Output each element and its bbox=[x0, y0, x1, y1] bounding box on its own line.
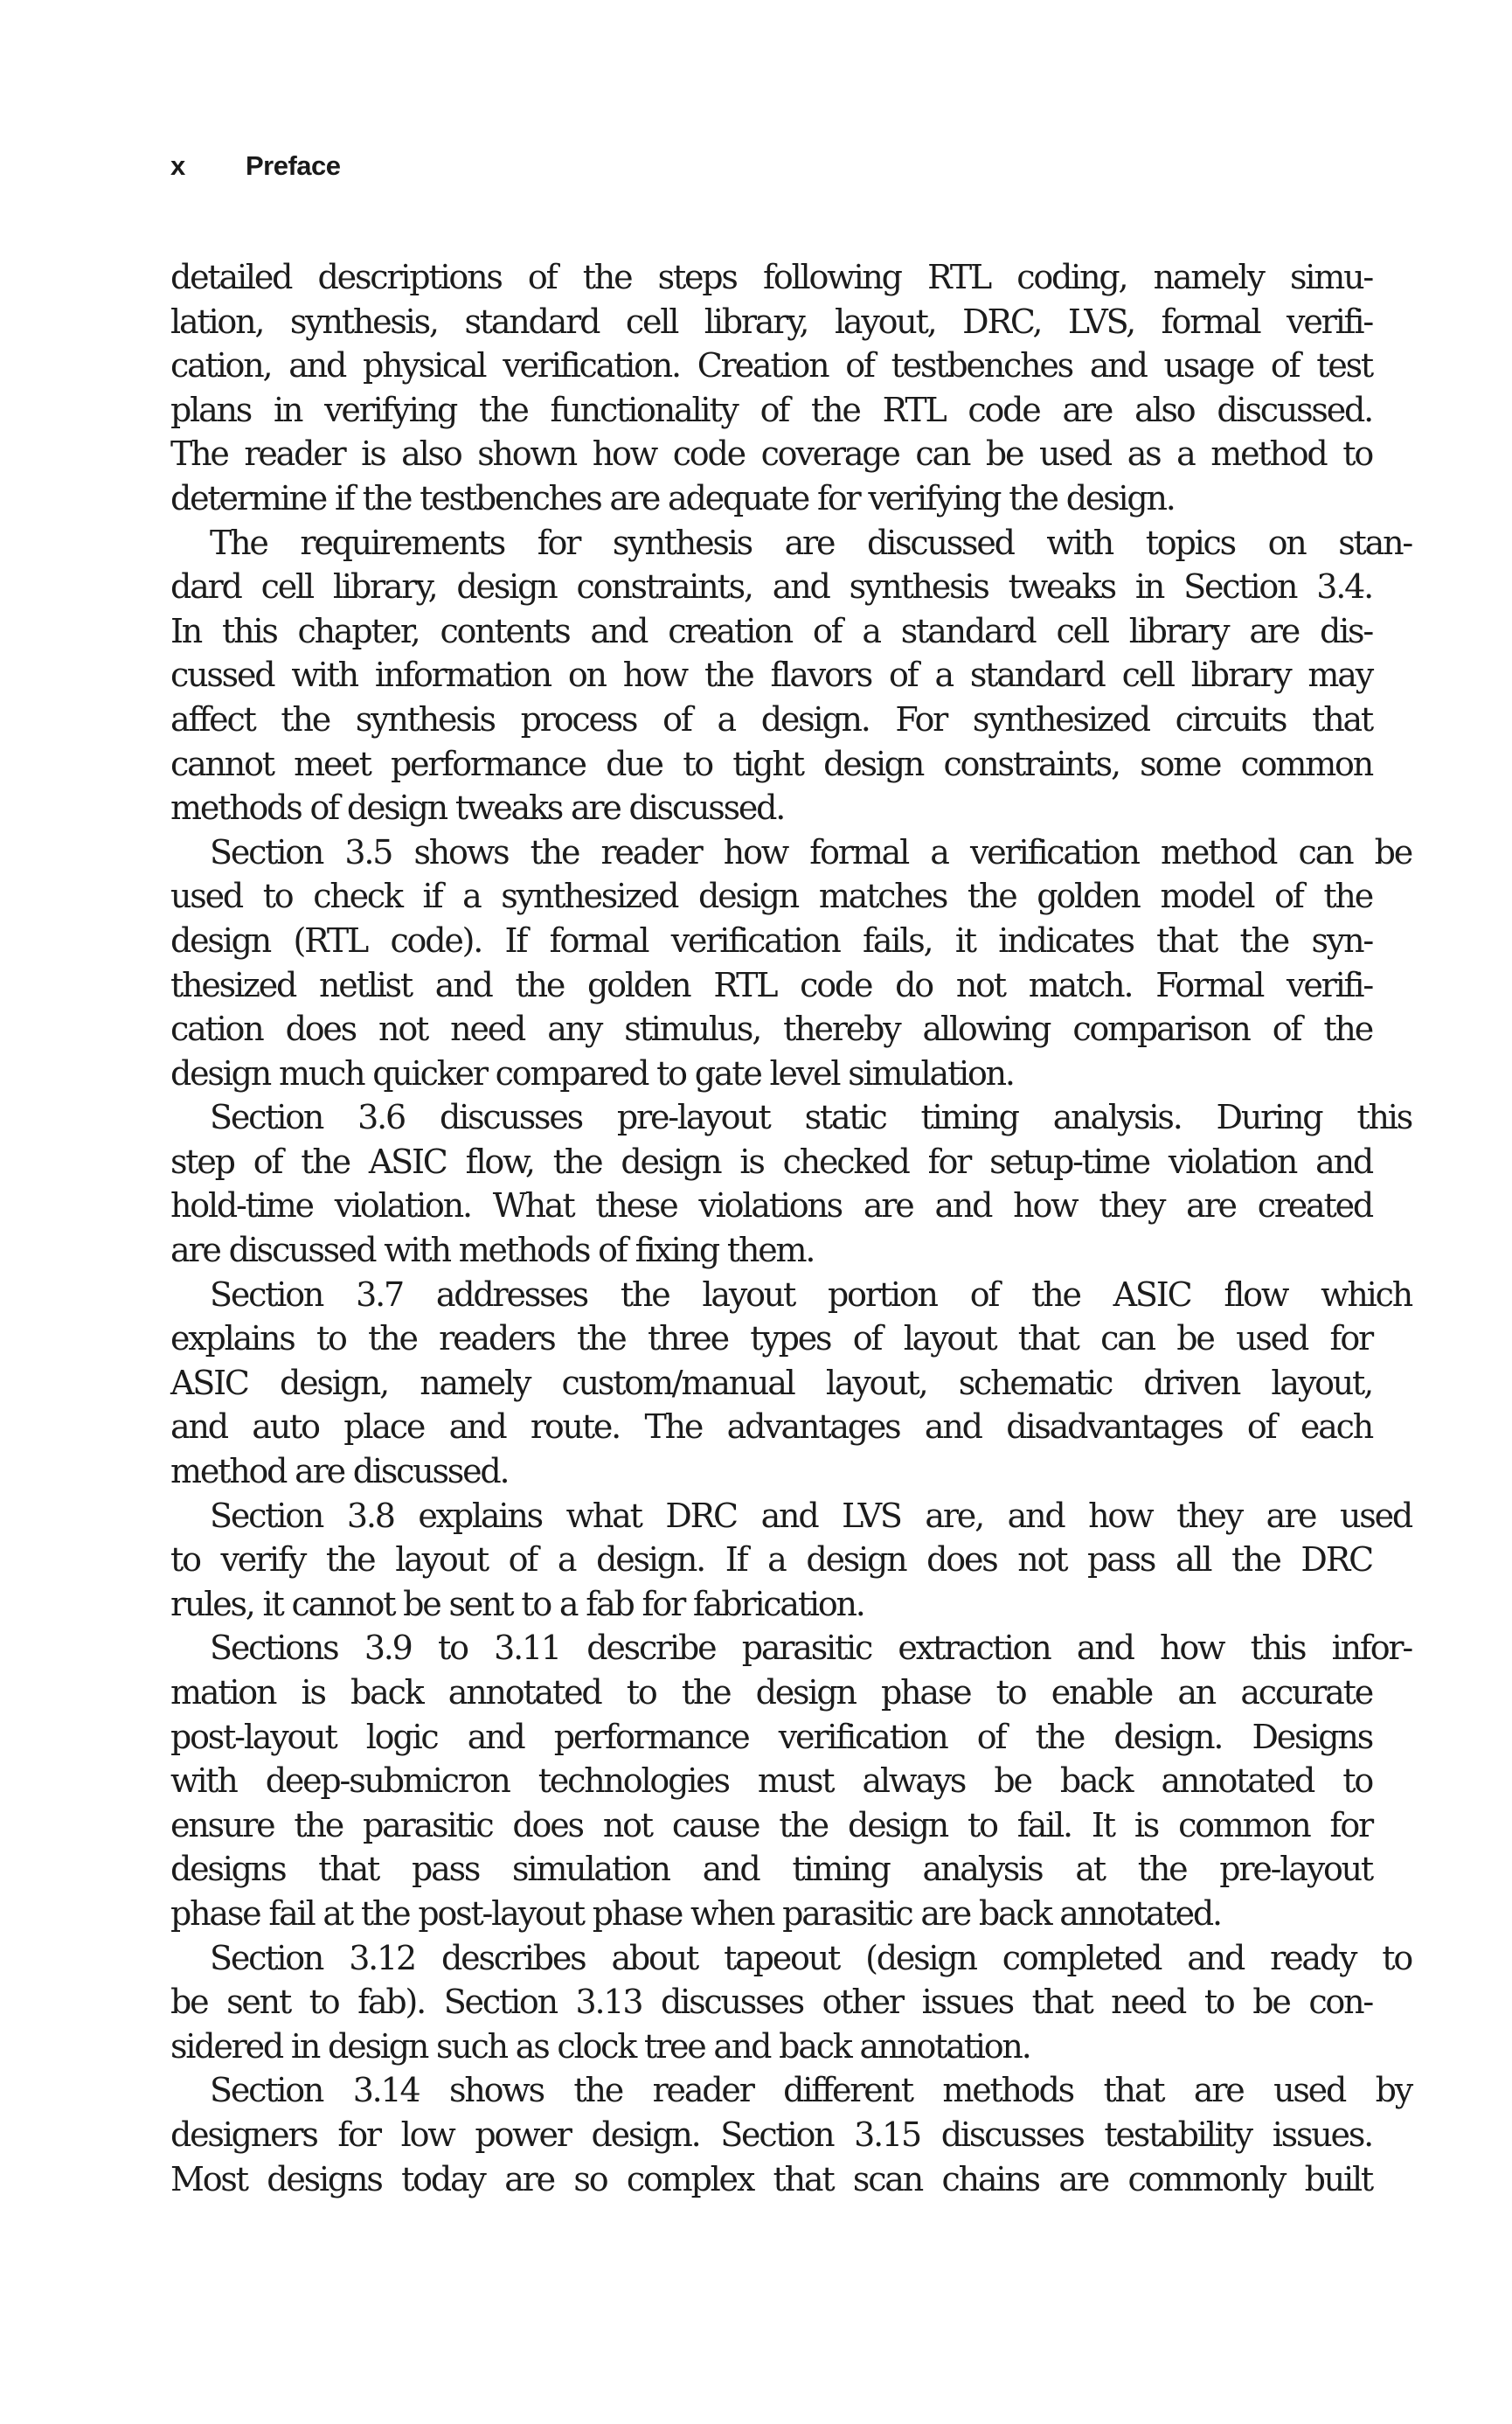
text-line: determine if the testbenches are adequate for verifying the design. bbox=[170, 478, 1175, 517]
body-text bbox=[170, 255, 1411, 2201]
text-line: Sections 3.9 to 3.11 describe parasitic extraction and how this infor- bbox=[210, 1629, 1411, 1668]
paragraph bbox=[170, 255, 1372, 521]
text-line: sidered in design such as clock tree and back annotation. bbox=[170, 2026, 1030, 2066]
text-line: Section 3.8 explains what DRC and LVS are, and how they are used bbox=[210, 1496, 1411, 1535]
text-line: explains to the readers the three types of layout that can be used for bbox=[170, 1319, 1372, 1358]
text-line: design (RTL code). If formal verification fails, it indicates that the syn- bbox=[170, 920, 1372, 960]
text-line: cussed with information on how the flavors of a standard cell library may bbox=[170, 656, 1372, 695]
text-line: method are discussed. bbox=[170, 1452, 509, 1491]
paragraph bbox=[170, 1936, 1411, 2069]
text-line: detailed descriptions of the steps following RTL coding, namely simu- bbox=[170, 258, 1372, 296]
text-line: In this chapter, contents and creation of a standard cell library are dis- bbox=[170, 611, 1372, 650]
text-line: ASIC design, namely custom/manual layout, schematic driven layout, bbox=[170, 1363, 1372, 1402]
text-line: used to check if a synthesized design matches the golden model of the bbox=[170, 877, 1372, 916]
paragraph bbox=[170, 2068, 1411, 2201]
paragraph bbox=[170, 1626, 1411, 1935]
text-line: step of the ASIC flow, the design is checked for setup-time violation and bbox=[170, 1142, 1372, 1181]
text-line: plans in verifying the functionality of the RTL code are also discussed. bbox=[170, 390, 1372, 429]
text-line: cation, and physical verification. Creation of testbenches and usage of test bbox=[170, 346, 1372, 385]
paragraph bbox=[170, 1095, 1411, 1272]
text-line: ensure the parasitic does not cause the design to fail. It is common for bbox=[170, 1805, 1372, 1844]
text-line: Section 3.12 describes about tapeout (design completed and ready to bbox=[210, 1938, 1411, 1977]
text-line: and auto place and route. The advantages and disadvantages of each bbox=[170, 1407, 1372, 1447]
paragraph bbox=[170, 521, 1411, 830]
text-line: lation, synthesis, standard cell library, layout, DRC, LVS, formal verifi- bbox=[170, 302, 1372, 341]
text-line: designers for low power design. Section 3.15 discusses testability issues. bbox=[170, 2115, 1372, 2154]
text-line: dard cell library, design constraints, and synthesis tweaks in Section 3.4. bbox=[170, 567, 1372, 607]
text-line: The reader is also shown how code coverage can be used as a method to bbox=[170, 434, 1372, 474]
text-line: with deep-submicron technologies must always be back annotated to bbox=[170, 1761, 1372, 1801]
text-line: phase fail at the post-layout phase when parasitic are back annotated. bbox=[170, 1893, 1221, 1933]
paragraph bbox=[170, 1273, 1411, 1494]
running-head bbox=[170, 150, 341, 182]
paragraph bbox=[170, 830, 1411, 1096]
text-line: post-layout logic and performance verification of the design. Designs bbox=[170, 1717, 1372, 1756]
text-line: methods of design tweaks are discussed. bbox=[170, 788, 785, 828]
text-line: Section 3.7 addresses the layout portion of the ASIC flow which bbox=[210, 1275, 1411, 1314]
text-line: are discussed with methods of fixing them. bbox=[170, 1231, 815, 1270]
page-number: x bbox=[170, 150, 185, 181]
text-line: design much quicker compared to gate level simulation. bbox=[170, 1053, 1014, 1093]
text-line: affect the synthesis process of a design. For synthesized circuits that bbox=[170, 699, 1372, 739]
text-line: be sent to fab). Section 3.13 discusses other issues that need to be con- bbox=[170, 1983, 1372, 2022]
text-line: thesized netlist and the golden RTL code do not match. Formal verifi- bbox=[170, 965, 1372, 1004]
running-head-title: Preface bbox=[246, 150, 341, 181]
text-line: rules, it cannot be sent to a fab for fabrication. bbox=[170, 1584, 864, 1623]
text-line: to verify the layout of a design. If a design does not pass all the DRC bbox=[170, 1540, 1372, 1580]
text-line: designs that pass simulation and timing analysis at the pre-layout bbox=[170, 1850, 1372, 1889]
text-line: mation is back annotated to the design phase to enable an accurate bbox=[170, 1673, 1372, 1712]
paragraph bbox=[170, 1494, 1411, 1627]
text-line: Section 3.14 shows the reader different methods that are used by bbox=[210, 2071, 1411, 2110]
text-line: Most designs today are so complex that scan chains are commonly built bbox=[170, 2159, 1372, 2198]
text-line: The requirements for synthesis are discussed with topics on stan- bbox=[210, 523, 1411, 562]
text-line: Section 3.6 discusses pre-layout static timing analysis. During this bbox=[210, 1098, 1411, 1137]
text-line: hold-time violation. What these violations are and how they are created bbox=[170, 1186, 1372, 1226]
text-line: cannot meet performance due to tight design constraints, some common bbox=[170, 744, 1372, 783]
text-line: cation does not need any stimulus, thereby allowing comparison of the bbox=[170, 1010, 1372, 1049]
text-line: Section 3.5 shows the reader how formal a verification method can be bbox=[210, 832, 1411, 872]
